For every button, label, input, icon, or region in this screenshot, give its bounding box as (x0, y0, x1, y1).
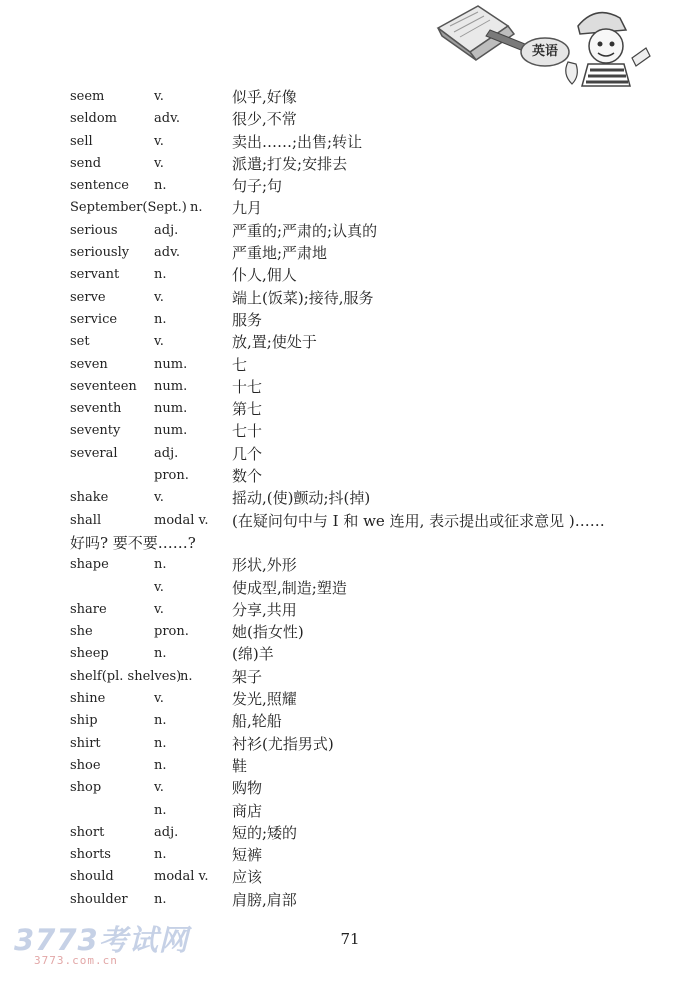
entry-word: shine (70, 691, 106, 707)
entry-meaning: 分享,共用 (232, 600, 297, 619)
entry-meaning: (绵)羊 (232, 645, 274, 664)
entry-pos: n. (154, 757, 167, 773)
entry-meaning: 句子;句 (232, 177, 283, 196)
entry-pos: n. (154, 178, 167, 194)
entry-pos: v. (154, 133, 164, 149)
entry-meaning: 似乎,好像 (232, 88, 297, 106)
vocab-entry (0, 599, 700, 621)
entry-pos: v. (154, 89, 164, 104)
entry-meaning: 严重的;严肃的;认真的 (232, 221, 378, 240)
page-number: 71 (340, 930, 360, 948)
entry-meaning: 摇动,(使)颤动;抖(掉) (232, 489, 371, 508)
vocab-entry (0, 866, 700, 888)
vocab-entry (0, 844, 700, 866)
entry-pos: n. (190, 200, 203, 216)
entry-meaning: 很少,不常 (232, 110, 297, 129)
entry-meaning: 商店 (232, 801, 263, 820)
vocab-entry (0, 710, 700, 732)
entry-word: shake (70, 490, 109, 506)
entry-word: shall (70, 512, 102, 528)
entry-meaning: 放,置;使处于 (232, 333, 317, 352)
entry-word: short (70, 824, 105, 840)
vocab-entry (0, 242, 700, 264)
entry-meaning: 形状,外形 (232, 556, 297, 575)
vocab-entry (0, 420, 700, 442)
entry-word: shorts (70, 847, 111, 863)
vocab-entry (0, 220, 700, 242)
entry-meaning: 七十 (232, 422, 263, 441)
entry-word: sentence (70, 178, 130, 194)
entry-meaning: 几个 (232, 444, 263, 463)
entry-word: shape (70, 557, 109, 573)
vocab-entry (0, 153, 700, 175)
vocab-entry (0, 822, 700, 844)
entry-word: set (70, 334, 90, 350)
entry-meaning: 鞋 (232, 756, 248, 775)
entry-pos: pron. (154, 468, 189, 484)
entry-meaning: 服务 (232, 310, 263, 329)
vocab-entry (0, 131, 700, 153)
vocab-entry (0, 443, 700, 465)
vocab-entry (0, 755, 700, 777)
vocab-entry (0, 175, 700, 197)
entry-pos: v. (154, 601, 164, 617)
entry-word: shoulder (70, 891, 128, 907)
entry-word: September(Sept.) (70, 200, 187, 216)
entry-meaning: 衬衫(尤指男式) (232, 734, 334, 753)
entry-word: sell (70, 133, 93, 149)
entry-pos: v. (154, 289, 164, 305)
vocab-entry-continuation (0, 532, 700, 554)
entry-word: should (70, 869, 114, 885)
vocab-entry (0, 577, 700, 599)
entry-meaning: 十七 (232, 377, 263, 396)
vocabulary-list (0, 86, 700, 911)
entry-pos: adj. (154, 222, 179, 238)
entry-meaning: 架子 (232, 667, 263, 686)
entry-word: seldom (70, 111, 117, 127)
entry-pos: v. (154, 579, 164, 595)
vocab-entry (0, 554, 700, 576)
entry-word: service (70, 311, 118, 327)
vocab-entry (0, 733, 700, 755)
entry-word: seventeen (70, 378, 137, 394)
entry-word: serve (70, 289, 106, 305)
entry-word: shoe (70, 757, 101, 773)
entry-pos: n. (154, 267, 167, 283)
vocab-entry (0, 800, 700, 822)
entry-meaning: 严重地;严肃地 (232, 244, 328, 263)
entry-pos: adv. (154, 111, 181, 127)
vocab-entry (0, 643, 700, 665)
entry-meaning: (在疑问句中与 I 和 we 连用, 表示提出或征求意见 )…… (232, 511, 605, 530)
open-book-icon (438, 6, 514, 60)
entry-meaning: 肩膀,肩部 (232, 890, 297, 909)
vocab-entry (0, 331, 700, 353)
entry-meaning: 她(指女性) (232, 623, 304, 642)
entry-meaning: 发光,照耀 (232, 690, 297, 709)
entry-word: servant (70, 267, 120, 283)
entry-pos: pron. (154, 624, 189, 640)
vocab-entry (0, 398, 700, 420)
entry-word: seven (70, 356, 108, 372)
entry-pos: modal v. (154, 512, 209, 528)
entry-word: share (70, 601, 107, 617)
watermark-logo: 3773考试网 (14, 923, 189, 957)
entry-pos: adv. (154, 245, 181, 261)
vocab-entry (0, 510, 700, 532)
entry-pos: v. (154, 780, 164, 796)
entry-word: seventh (70, 401, 122, 417)
vocab-entry (0, 487, 700, 509)
entry-pos: n. (154, 646, 167, 662)
entry-pos: n. (154, 735, 167, 751)
entry-pos: v. (154, 490, 164, 506)
entry-meaning: 卖出……;出售;转让 (232, 132, 363, 151)
vocab-entry (0, 197, 700, 219)
entry-pos: v. (154, 334, 164, 350)
vocab-entry (0, 688, 700, 710)
site-watermark (8, 918, 189, 978)
entry-word: seriously (70, 245, 130, 261)
vocab-entry (0, 309, 700, 331)
entry-meaning: 购物 (232, 779, 263, 798)
entry-meaning: 九月 (232, 199, 263, 218)
entry-word: shelf(pl. shelves) (70, 668, 182, 684)
subject-label: 英语 (531, 44, 558, 59)
entry-meaning: 船,轮船 (232, 712, 282, 731)
entry-word: shop (70, 780, 102, 796)
entry-meaning: 端上(饭菜);接待,服务 (232, 288, 374, 307)
vocab-entry (0, 354, 700, 376)
entry-meaning: 短裤 (232, 846, 263, 865)
entry-pos: num. (154, 401, 188, 417)
entry-meaning: 数个 (232, 467, 263, 486)
entry-pos: n. (154, 713, 167, 729)
vocab-entry (0, 264, 700, 286)
entry-pos: num. (154, 356, 188, 372)
entry-pos: n. (154, 847, 167, 863)
entry-pos: adj. (154, 445, 179, 461)
vocab-entry (0, 666, 700, 688)
entry-meaning: 七 (232, 355, 248, 374)
entry-pos: n. (154, 891, 167, 907)
vocab-entry (0, 621, 700, 643)
entry-pos: n. (180, 668, 193, 684)
entry-pos: modal v. (154, 869, 209, 885)
entry-pos: n. (154, 557, 167, 573)
entry-meaning: 短的;矮的 (232, 823, 298, 842)
entry-pos: v. (154, 691, 164, 707)
entry-pos: num. (154, 378, 188, 394)
entry-pos: v. (154, 155, 164, 171)
entry-word: she (70, 624, 93, 640)
vocab-entry (0, 889, 700, 911)
entry-pos: n. (154, 802, 167, 818)
entry-meaning: 第七 (232, 400, 263, 419)
watermark-url: 3773.com.cn (34, 954, 118, 967)
entry-meaning: 仆人,佣人 (232, 266, 297, 285)
entry-word: serious (70, 222, 118, 238)
entry-word: ship (70, 713, 98, 729)
entry-word: seem (70, 89, 105, 104)
entry-meaning: 使成型,制造;塑造 (232, 578, 347, 597)
entry-meaning: 应该 (232, 868, 263, 887)
cartoon-boy-icon (566, 13, 650, 86)
entry-meaning: 派遣;打发;安排去 (232, 154, 348, 173)
vocab-entry (0, 376, 700, 398)
entry-word: send (70, 155, 102, 171)
entry-pos: adj. (154, 824, 179, 840)
entry-word: shirt (70, 735, 101, 751)
vocab-entry (0, 777, 700, 799)
entry-pos: n. (154, 311, 167, 327)
entry-word: seventy (70, 423, 121, 439)
entry-pos: num. (154, 423, 188, 439)
entry-word: sheep (70, 646, 109, 662)
entry-meaning: 好吗? 要不要……? (70, 533, 196, 552)
vocab-entry (0, 287, 700, 309)
vocab-entry (0, 465, 700, 487)
vocab-entry (0, 86, 700, 108)
vocab-entry (0, 108, 700, 130)
entry-word: several (70, 445, 118, 461)
